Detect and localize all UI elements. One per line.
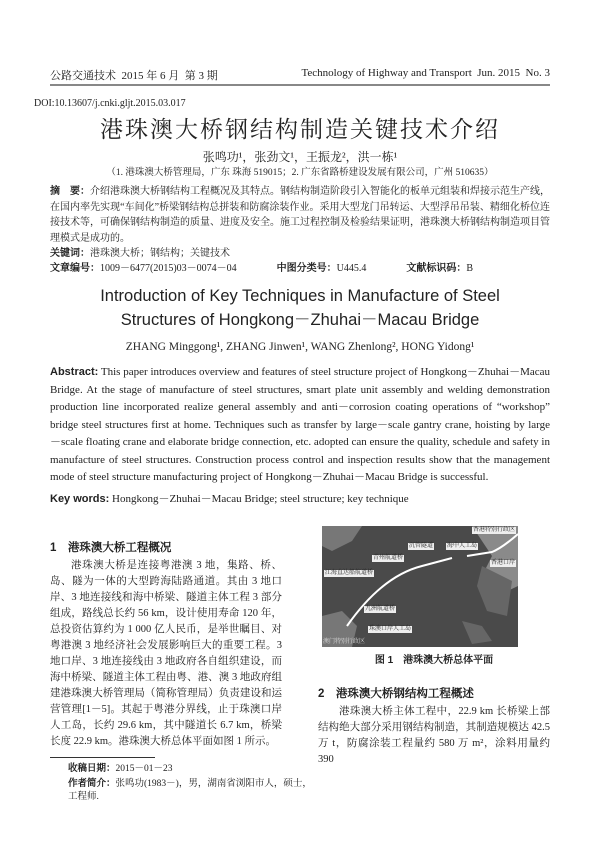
title-cn: 港珠澳大桥钢结构制造关键技术介绍 — [100, 117, 500, 142]
section-1-heading: 1 港珠澳大桥工程概况 — [50, 541, 172, 554]
figure-1-map — [322, 526, 518, 647]
keywords-cn-text: 港珠澳大桥；钢结构；关键技术 — [90, 248, 230, 259]
section-1 — [50, 526, 282, 768]
clc — [277, 261, 367, 276]
keywords-cn — [50, 246, 550, 261]
authors-cn: 张鸣功¹，张劲文¹，王振龙²，洪一栋¹ — [202, 150, 398, 164]
journal-en: Technology of Highway and Transport Jun. 2015 No. 3 — [301, 67, 550, 79]
keywords-en-text: Hongkong－Zhuhai－Macau Bridge; steel structure; key technique — [109, 492, 409, 505]
footnote-rule — [50, 757, 155, 758]
author-bio — [68, 777, 313, 804]
authors-en: ZHANG Minggong¹, ZHANG Jinwen¹, WANG Zhenlong², HONG Yidong¹ — [125, 341, 475, 353]
map-label: 江海直达船航道桥 — [325, 569, 374, 576]
map-label: 珠澳口岸人工岛 — [369, 625, 412, 632]
figure-1-caption: 图 1 港珠澳大桥总体平面 — [374, 654, 494, 666]
article-no — [50, 261, 237, 276]
author-bio-label: 作者简介： — [68, 778, 116, 789]
article-no-value: 1009－6477(2015)03－0074－04 — [100, 263, 237, 274]
doc-code-value: B — [466, 263, 474, 274]
map-label: 香港口岸 — [490, 559, 515, 566]
abstract-en — [50, 364, 550, 487]
doc-code — [406, 261, 473, 276]
abstract-cn-label: 摘 要： — [50, 186, 90, 197]
abstract-cn — [50, 184, 550, 246]
section-2-body: 港珠澳大桥主体工程中，22.9 km 长桥梁上部结构绝大部分采用钢结构制造，其制造规模达 42.5 万 t，防腐涂装工程量约 580 万 m²，涂料用量约 390 — [318, 705, 550, 765]
author-bio-value: 张鸣功(1983－)，男，湖南省浏阳市人，硕士，工程师. — [68, 779, 312, 802]
section-1-body: 港珠澳大桥是连接粤港澳 3 地，集路、桥、岛、隧为一体的大型跨海陆路通道。其由 3 地口岸、3 地连接线和海中桥梁、隧道主体工程 3 部分组成，路线总长约 56 km，设计使用寿命 120 年，总投资估算约为 1 000 亿人民币，是举世瞩目、对粤港澳 3 地经济社会发展影响巨大的重要工程。3 地口岸、3 地连接线由 3 地政府各自组织建设，而海中桥梁、隧道主体工程由粤、港、澳 3 地政府组建港珠澳大桥管理局（简称管理局）负责建设和运营管理[1－5]。其起于粤港分界线，止于珠澳口岸人工岛，长约 29.6 km，其中隧道长 6.7 km，桥梁长度 22.9 km。港珠澳大桥总体平面如图 1 所示。 — [50, 559, 282, 747]
doc-code-label: 文献标识码： — [406, 263, 467, 274]
received-date — [68, 762, 313, 776]
keywords-cn-label: 关键词： — [50, 248, 90, 259]
abstract-cn-text: 介绍港珠澳大桥钢结构工程概况及其特点。钢结构制造阶段引入智能化的板单元组装和焊接示范生产线，在国内率先实现“车间化”桥梁钢结构总拼装和防腐涂装作业。采用大型龙门吊转运、大型浮吊吊装、精细化桥位连接技术等，可确保钢结构制造的质量、进度及安全。施工过程控制及检验结果证明，港珠澳大桥钢结构制造项目管理模式是成功的。 — [50, 186, 550, 244]
doi: DOI:10.13607/j.cnki.gljt.2015.03.017 — [34, 98, 186, 109]
title-en — [50, 284, 550, 332]
map-label: 澳门特别行政区 — [323, 638, 366, 645]
affiliations-cn: （1. 港珠澳大桥管理局，广东 珠海 519015；2. 广东省路桥建设发展有限公司，广州 510635） — [106, 168, 494, 178]
section-2-heading: 2 港珠澳大桥钢结构工程概述 — [318, 687, 474, 700]
abstract-en-text: This paper introduces overview and features of steel structure project of Hongkong－Zhuhai－Macau Bridge. At the stage of manufacture of steel structures, smart plate unit assembly and welding demonstration production line incorporated realize general assembly and anti－corrosion coating operations of “workshop” bridge steel structures first at home. Techniques such as transfer by large－scale gantry crane, hoisting by large－scale floating crane and elaborate bridge connection, etc. adopted can ensure the quality, schedule and safety in manufacture of steel structures. Construction process control and inspection results show that the management mode of steel structure manufacturing project of Hongkong－Zhuhai－Macau Bridge is successful. — [50, 366, 550, 483]
article-no-label: 文章编号： — [50, 263, 100, 274]
abstract-en-label: Abstract: — [50, 366, 99, 378]
received-label: 收稿日期： — [68, 763, 116, 774]
map-label: 沉管隧道 — [409, 542, 434, 549]
keywords-en-label: Key words: — [50, 492, 110, 505]
journal-cn: 公路交通技术 2015 年 6 月 第 3 期 — [50, 70, 218, 82]
map-label: 香港特别行政区 — [472, 526, 515, 533]
map-label: 海中人工岛 — [447, 542, 478, 549]
two-column-body — [50, 526, 550, 768]
article-meta — [50, 261, 550, 276]
keywords-en — [50, 491, 550, 508]
running-header — [50, 67, 550, 83]
clc-value: U445.4 — [336, 263, 367, 274]
map-label: 九洲航道桥 — [365, 605, 396, 612]
map-label: 青州航道桥 — [373, 554, 404, 561]
received-value: 2015－01－23 — [115, 764, 173, 774]
clc-label: 中图分类号： — [276, 263, 337, 274]
article-body — [34, 97, 550, 768]
right-column — [318, 526, 550, 768]
header-rule — [50, 84, 550, 86]
title-en-text: Introduction of Key Techniques in Manufacture of Steel Structures of Hongkong－Zhuhai－Macau Bridge — [100, 287, 500, 329]
section-2 — [318, 686, 550, 768]
